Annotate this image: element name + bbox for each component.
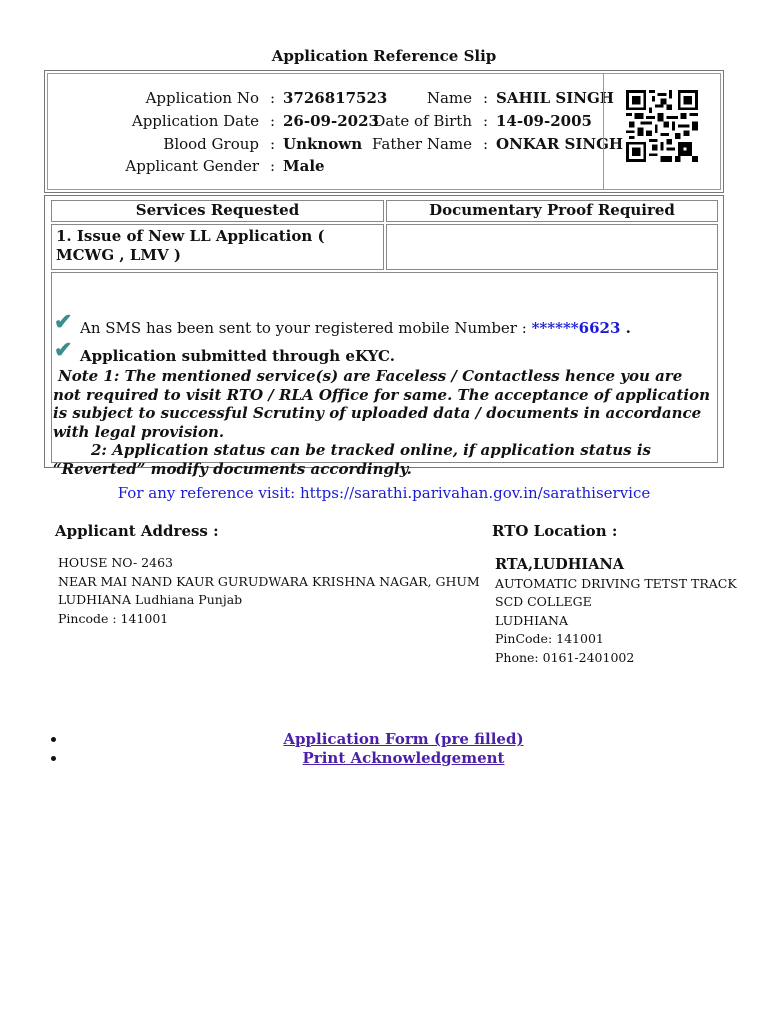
colon: : [270, 157, 276, 175]
address-line: HOUSE NO- 2463 [58, 555, 173, 570]
dob-label: Date of Birth [373, 112, 472, 130]
rto-line: LUDHIANA [495, 612, 569, 628]
info-row-3 [45, 134, 624, 154]
colon: : [483, 89, 489, 107]
reference-link-text[interactable]: For any reference visit: https://sarathi.parivahan.gov.in/sarathiservice [117, 484, 651, 502]
rto-phone: Phone: 0161-2401002 [495, 649, 635, 665]
rto-name: RTA,LUDHIANA [495, 556, 624, 573]
services-requested-header: Services Requested [51, 200, 384, 222]
rto-line: AUTOMATIC DRIVING TETST TRACK [495, 575, 737, 591]
info-row-1 [45, 88, 614, 108]
applicant-info-box [44, 70, 724, 193]
list-item [67, 749, 768, 768]
rto-location-heading: RTO Location : [492, 522, 618, 540]
notes [53, 367, 713, 478]
sms-prefix: An SMS has been sent to your registered mobile Number : [80, 319, 532, 337]
address-line: LUDHIANA Ludhiana Punjab [58, 592, 243, 607]
father-name-label: Father Name [371, 135, 472, 153]
rto-pincode: PinCode: 141001 [495, 631, 604, 646]
blood-group-value: Unknown [283, 135, 363, 153]
gender-label: Applicant Gender [125, 157, 259, 175]
address-pincode: Pincode : 141001 [58, 610, 169, 626]
note-2: 2: Application status can be tracked online, if application status is “Reverted” modify documents accordingly. [53, 441, 651, 478]
documentary-proof-header: Documentary Proof Required [386, 200, 718, 222]
service-row: 1. Issue of New LL Application ( MCWG , LMV ) [51, 224, 384, 270]
dob-value: 14-09-2005 [496, 112, 592, 130]
colon: : [270, 89, 276, 107]
application-date-value: 26-09-2023 [283, 112, 379, 130]
address-line: NEAR MAI NAND KAUR GURUDWARA KRISHNA NAGAR, GHUM [58, 573, 480, 589]
ekyc-message: Application submitted through eKYC. [80, 347, 395, 365]
rto-line: SCD COLLEGE [495, 594, 592, 609]
info-row-4 [45, 156, 605, 176]
note-1: Note 1: The mentioned service(s) are Faceless / Contactless hence you are not required to visit RTO / RLA Office for same. The acceptance of application is subject to successful Scrutiny of uploaded data / documents in accordance with legal provision. [53, 367, 710, 441]
colon: : [270, 112, 276, 130]
check-icon: ✔ [54, 309, 73, 335]
name-label: Name [426, 89, 472, 107]
check-icon: ✔ [54, 337, 73, 363]
name-value: SAHIL SINGH [496, 89, 614, 107]
application-form-link[interactable]: Application Form (pre filled) [283, 730, 524, 748]
mobile-number: ******6623 [531, 319, 621, 337]
page-title: Application Reference Slip [271, 47, 497, 65]
qr-cell [603, 73, 721, 190]
colon: : [270, 135, 276, 153]
applicant-address-heading: Applicant Address : [55, 522, 219, 540]
application-no-label: Application No [145, 89, 259, 107]
father-name-value: ONKAR SINGH [496, 135, 624, 153]
gender-value: Male [283, 157, 325, 175]
colon: : [483, 135, 489, 153]
services-box [44, 195, 724, 478]
messages-panel [51, 272, 718, 478]
sms-message [80, 319, 631, 337]
proof-row [386, 224, 718, 270]
links-list [40, 730, 768, 767]
blood-group-label: Blood Group [163, 135, 259, 153]
qr-code-icon [626, 90, 698, 162]
application-date-label: Application Date [131, 112, 259, 130]
list-item [67, 730, 768, 749]
rto-address [495, 556, 737, 667]
applicant-address [58, 554, 480, 628]
print-acknowledgement-link[interactable]: Print Acknowledgement [302, 748, 505, 767]
application-no-value: 3726817523 [283, 89, 388, 107]
colon: : [483, 112, 489, 130]
info-row-2 [45, 111, 605, 131]
sms-suffix: . [620, 319, 631, 337]
